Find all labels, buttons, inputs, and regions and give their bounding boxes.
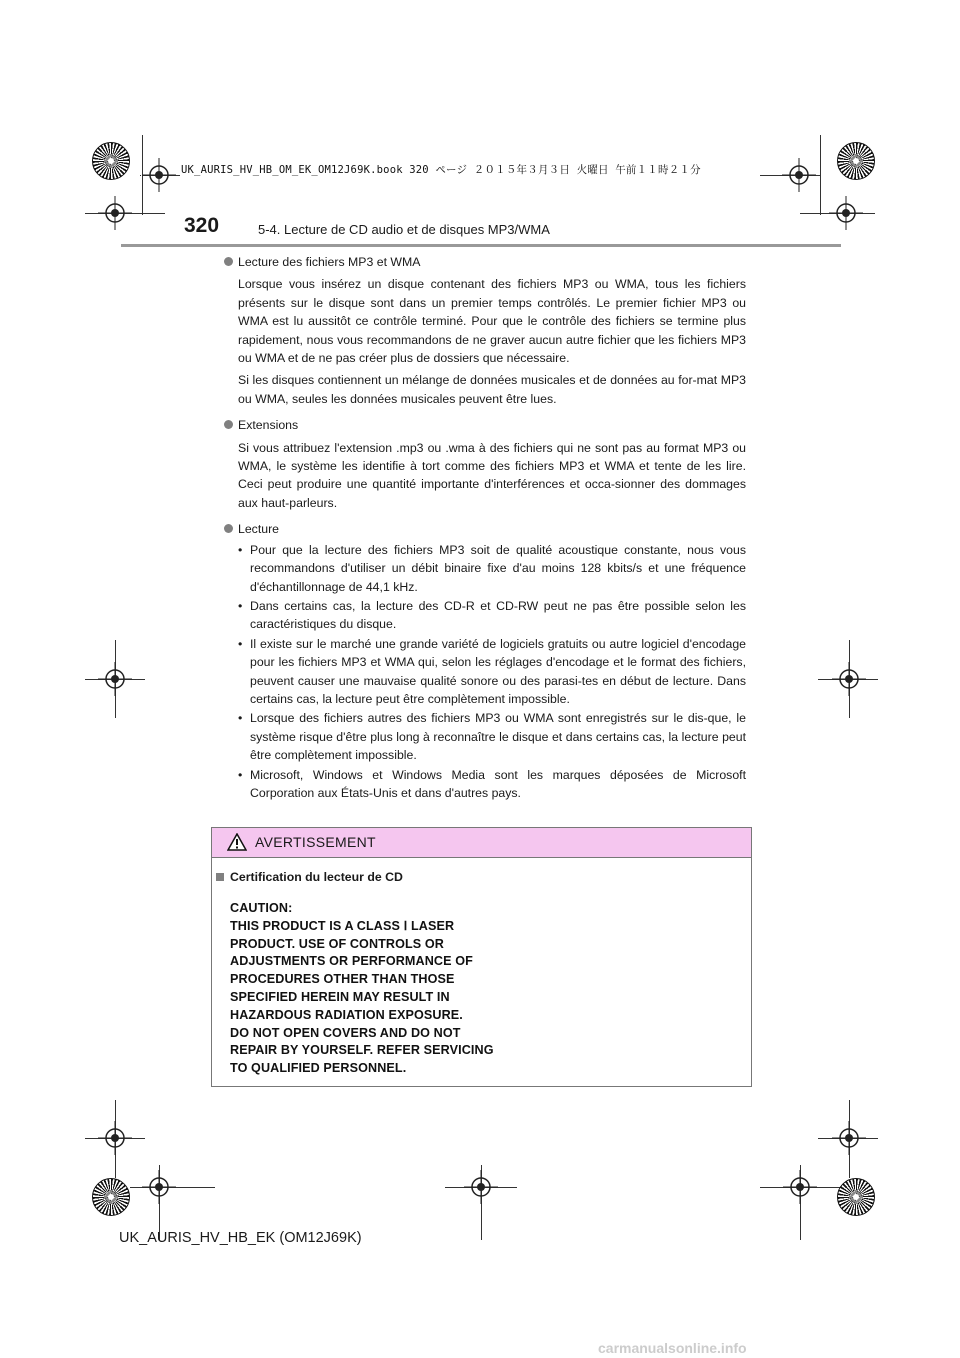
caution-line: PROCEDURES OTHER THAN THOSE xyxy=(230,972,455,987)
caution-line: TO QUALIFIED PERSONNEL. xyxy=(230,1061,407,1076)
list-item: • Il existe sur le marché une grande variété de logiciels gratuits ou autre logiciel d'encodage pour les fichiers MP3 et WMA qui, selon les réglages d'encodage et le format des fichiers, peuvent causer une mauvaise qualité sonore ou des parasi-tes en début de lecture. Dans certains cas, la lecture peut être complètement impossible. xyxy=(238,636,746,706)
color-rosette-icon xyxy=(92,142,130,180)
caution-line: ADJUSTMENTS OR PERFORMANCE OF xyxy=(230,954,473,969)
heading-text: Lecture xyxy=(238,522,280,537)
registration-mark-icon xyxy=(98,196,132,230)
warning-title: AVERTISSEMENT xyxy=(255,834,376,850)
registration-mark-icon xyxy=(783,1170,817,1204)
caution-line: DO NOT OPEN COVERS AND DO NOT xyxy=(230,1025,461,1040)
registration-mark-icon xyxy=(832,662,866,696)
list-item: • Dans certains cas, la lecture des CD-R et CD-RW peut ne pas être possible selon les caractéristiques du disque. xyxy=(238,598,746,632)
paragraph: Si les disques contiennent un mélange de données musicales et de données au for-mat MP3 ou WMA, seules les données musicales peuvent être lues. xyxy=(238,373,746,406)
registration-mark-icon xyxy=(832,1121,866,1155)
registration-mark-icon xyxy=(142,1170,176,1204)
caution-line: THIS PRODUCT IS A CLASS Ⅰ LASER xyxy=(230,918,455,933)
color-rosette-icon xyxy=(92,1178,130,1216)
footer-code: UK_AURIS_HV_HB_EK (OM12J69K) xyxy=(119,1230,362,1246)
caution-label xyxy=(230,900,494,1078)
list-item: • Pour que la lecture des fichiers MP3 soit de qualité acoustique constante, nous vous recommandons d'utiliser un débit binaire fixe d'au moins 128 kbits/s et une fréquence d'échantillonnage de 44,1 kHz. xyxy=(238,542,746,594)
header-rule xyxy=(121,244,841,247)
paragraph: Lorsque vous insérez un disque contenant des fichiers MP3 ou WMA, tous les fichiers présents sur le disque sont dans un premier temps contrôlés. Le premier fichier MP3 ou WMA est lu aussitôt ce contrôle terminé. Pour que le contrôle des fichiers se termine plus rapidement, nous vous recommandons de ne graver aucun autre fichier que les fichiers MP3 ou WMA et de ne pas créer plus de dossiers que nécessaire. xyxy=(238,277,746,366)
list-item: • Lorsque des fichiers autres des fichiers MP3 ou WMA sont enregistrés sur le dis-que, le système risque d'être plus long à reconnaître le disque et dans certains cas, la lecture peut être complètement impossible. xyxy=(238,711,746,763)
heading-text: Extensions xyxy=(238,418,299,433)
registration-mark-icon xyxy=(98,662,132,696)
section-heading xyxy=(224,520,746,538)
warning-box xyxy=(211,827,752,1087)
section-title: 5-4. Lecture de CD audio et de disques MP3/WMA xyxy=(258,222,550,237)
registration-mark-icon xyxy=(782,158,816,192)
caution-line: REPAIR BY YOURSELF. REFER SERVICING xyxy=(230,1043,494,1058)
caution-line: CAUTION: xyxy=(230,901,293,915)
bullet-list xyxy=(224,541,746,803)
heading-text: Lecture des fichiers MP3 et WMA xyxy=(238,255,421,269)
section-heading xyxy=(224,416,746,434)
print-stamp: UK_AURIS_HV_HB_OM_EK_OM12J69K.book 320 ページ ２０１５年３月３日 火曜日 午前１１時２１分 xyxy=(181,164,701,176)
color-rosette-icon xyxy=(837,1178,875,1216)
warning-subheading: Certification du lecteur de CD xyxy=(216,870,403,884)
caution-line: SPECIFIED HEREIN MAY RESULT IN xyxy=(230,989,450,1004)
bullet-icon xyxy=(224,524,233,533)
section-heading xyxy=(224,253,746,271)
paragraph: Si vous attribuez l'extension .mp3 ou .wma à des fichiers qui ne sont pas au format MP3 ou WMA, le système les identifie à tort comme des fichiers MP3 et WMA et tente de les lire. Ceci peut produire une quantité importante d'interférences et occa-sionner des dommages aux haut-parleurs. xyxy=(238,440,746,510)
registration-mark-icon xyxy=(829,196,863,230)
page-number: 320 xyxy=(184,214,220,237)
watermark: carmanualsonline.info xyxy=(598,1340,747,1356)
registration-mark-icon xyxy=(464,1170,498,1204)
bullet-icon xyxy=(224,420,233,429)
registration-mark-icon xyxy=(98,1121,132,1155)
body-content xyxy=(224,252,746,803)
bullet-icon xyxy=(224,257,233,266)
list-item: • Microsoft, Windows et Windows Media sont les marques déposées de Microsoft Corporation aux États-Unis et dans d'autres pays. xyxy=(238,767,746,800)
caution-line: PRODUCT. USE OF CONTROLS OR xyxy=(230,936,445,951)
warning-triangle-icon xyxy=(227,833,247,851)
warning-header xyxy=(212,828,751,858)
color-rosette-icon xyxy=(837,142,875,180)
caution-line: HAZARDOUS RADIATION EXPOSURE. xyxy=(230,1007,463,1022)
square-bullet-icon xyxy=(216,873,224,881)
registration-mark-icon xyxy=(142,158,176,192)
